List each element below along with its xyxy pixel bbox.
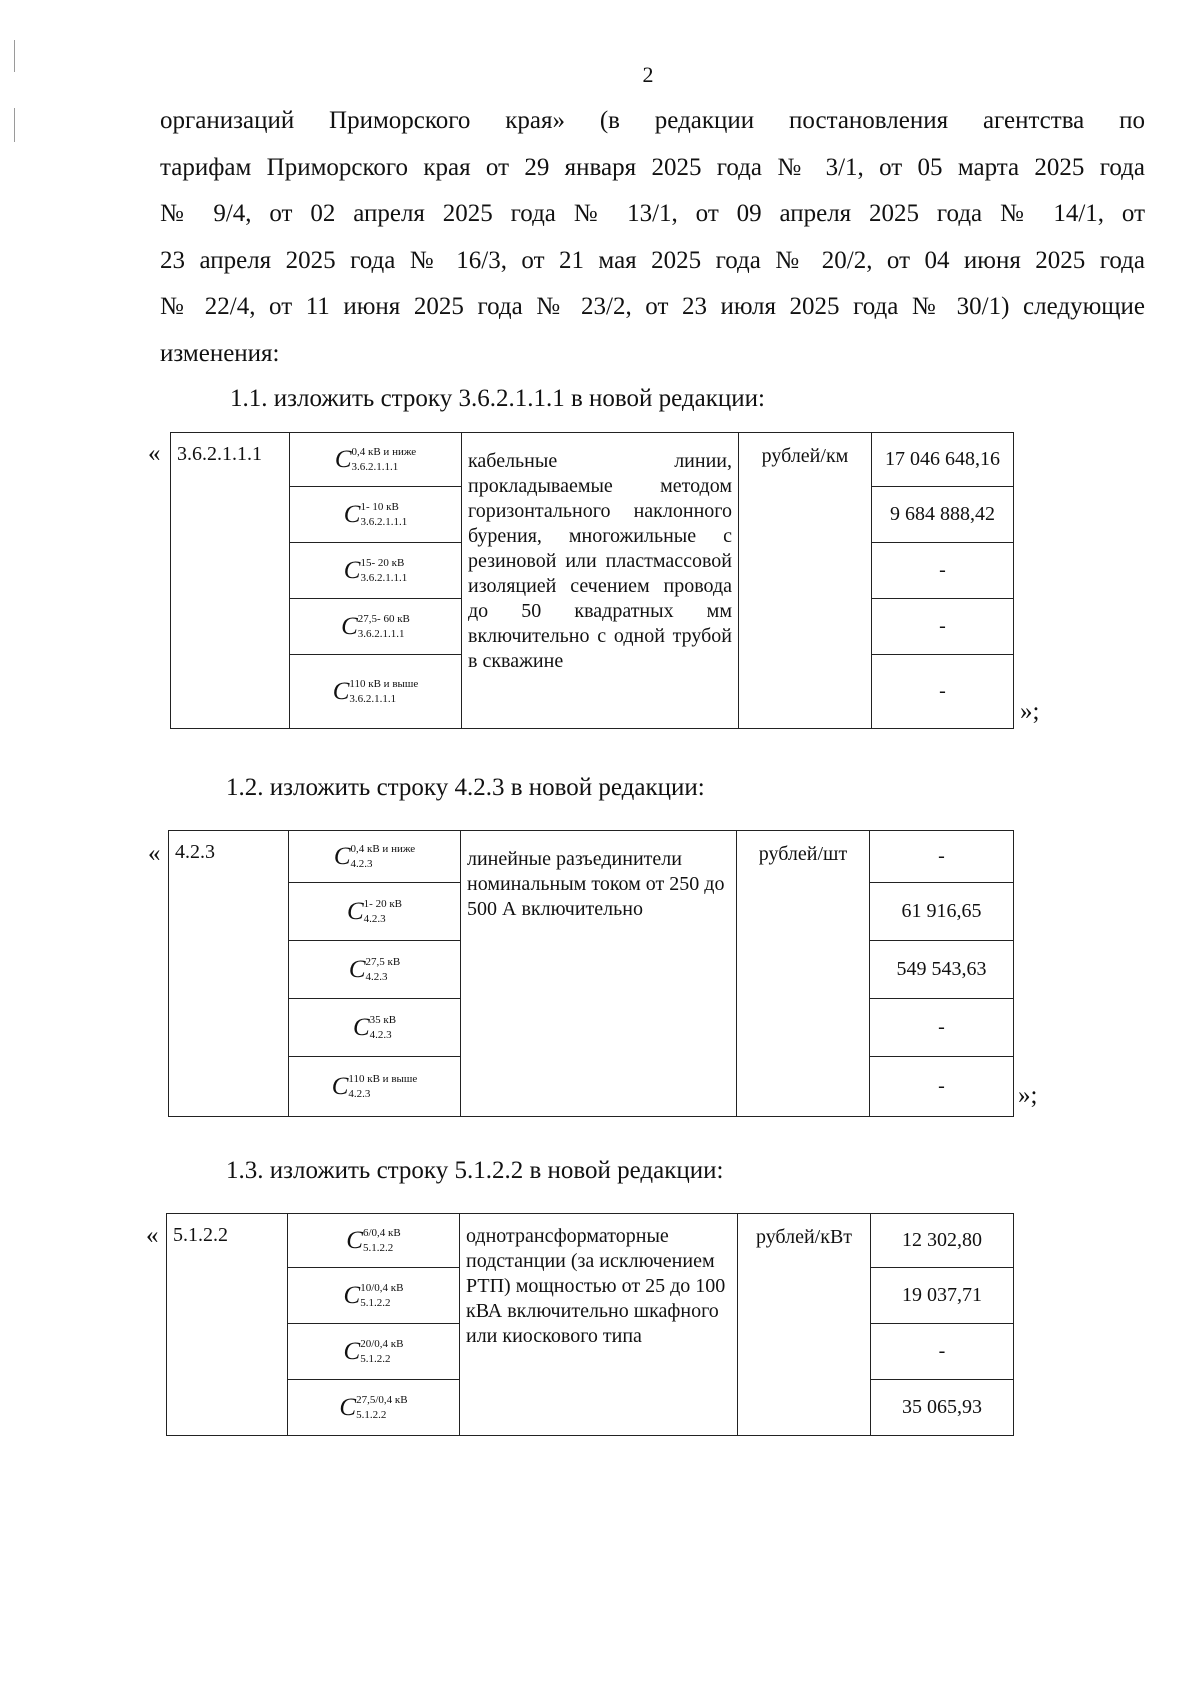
body-line: организаций Приморского края» (в редакции постановления агентства по: [160, 107, 1145, 134]
rate-symbol: C 35 кВ 4.2.3: [289, 999, 461, 1057]
body-line: 23 апреля 2025 года № 16/3, от 21 мая 2025 года № 20/2, от 04 июня 2025 года: [160, 246, 1145, 274]
tariff-table-5-1-2-2: [166, 1213, 1014, 1436]
rate-value: 549 543,63: [870, 941, 1014, 999]
rate-value: 9 684 888,42: [872, 487, 1014, 543]
body-line: № 9/4, от 02 апреля 2025 года № 13/1, от 09 апреля 2025 года № 14/1, от: [160, 200, 1145, 227]
rate-symbol: C 1- 20 кВ 4.2.3: [289, 883, 461, 941]
rate-symbol: C 110 кВ и выше 3.6.2.1.1.1: [290, 655, 462, 729]
row-description: однотрансформаторные подстанции (за исключением РТП) мощностью от 25 до 100 кВА включительно шкафного или киоскового типа: [460, 1214, 738, 1436]
rate-symbol: C 27,5/0,4 кВ 5.1.2.2: [288, 1380, 460, 1436]
rate-symbol: C 110 кВ и выше 4.2.3: [289, 1057, 461, 1117]
rate-symbol: C 15- 20 кВ 3.6.2.1.1.1: [290, 543, 462, 599]
rate-value: 19 037,71: [871, 1268, 1014, 1324]
section-heading: 1.3. изложить строку 5.1.2.2 в новой редакции:: [226, 1157, 724, 1184]
tariff-table-4-2-3: [168, 830, 1014, 1117]
rate-symbol: C 10/0,4 кВ 5.1.2.2: [288, 1268, 460, 1324]
rate-symbol: C 27,5- 60 кВ 3.6.2.1.1.1: [290, 599, 462, 655]
rate-value: -: [871, 1324, 1014, 1380]
open-quote: «: [148, 840, 161, 867]
rate-value: -: [870, 831, 1014, 883]
row-unit: рублей/км: [739, 433, 872, 729]
row-code: 5.1.2.2: [167, 1214, 288, 1436]
body-line: изменения:: [160, 339, 280, 367]
rate-value: -: [872, 599, 1014, 655]
rate-value: 12 302,80: [871, 1214, 1014, 1268]
rate-symbol: C 0,4 кВ и ниже 3.6.2.1.1.1: [290, 433, 462, 487]
row-description: линейные разъединители номинальным током от 250 до 500 А включительно: [461, 831, 737, 1117]
open-quote: «: [146, 1222, 159, 1249]
row-unit: рублей/шт: [737, 831, 870, 1117]
section-heading: 1.2. изложить строку 4.2.3 в новой редакции:: [226, 774, 705, 801]
rate-value: -: [872, 655, 1014, 729]
rate-symbol: C 20/0,4 кВ 5.1.2.2: [288, 1324, 460, 1380]
rate-symbol: C 1- 10 кВ 3.6.2.1.1.1: [290, 487, 462, 543]
rate-value: -: [872, 543, 1014, 599]
close-quote: »;: [1020, 698, 1040, 725]
rate-value: -: [870, 1057, 1014, 1117]
row-code: 4.2.3: [169, 831, 289, 1117]
section-heading: 1.1. изложить строку 3.6.2.1.1.1 в новой редакции:: [230, 385, 765, 412]
body-paragraph: [160, 98, 1145, 377]
rate-symbol: C 27,5 кВ 4.2.3: [289, 941, 461, 999]
body-line: № 22/4, от 11 июня 2025 года № 23/2, от 23 июля 2025 года № 30/1) следующие: [160, 293, 1145, 320]
rate-value: 17 046 648,16: [872, 433, 1014, 487]
open-quote: «: [148, 440, 161, 467]
row-code: 3.6.2.1.1.1: [171, 433, 290, 729]
close-quote: »;: [1018, 1082, 1038, 1109]
rate-value: 35 065,93: [871, 1380, 1014, 1436]
rate-symbol: C 6/0,4 кВ 5.1.2.2: [288, 1214, 460, 1268]
row-description: кабельные линии, прокладываемые методом горизонтального наклонного бурения, многожильные с резиновой или пластмассовой изоляцией сечением провода до 50 квадратных мм включительно с одной трубой в скважине: [462, 433, 739, 729]
rate-symbol: C 0,4 кВ и ниже 4.2.3: [289, 831, 461, 883]
row-unit: рублей/кВт: [738, 1214, 871, 1436]
rate-value: -: [870, 999, 1014, 1057]
scan-margin-mark: [14, 108, 15, 142]
tariff-table-3-6-2-1-1-1: [170, 432, 1014, 729]
page-number: 2: [642, 62, 654, 87]
rate-value: 61 916,65: [870, 883, 1014, 941]
body-line: тарифам Приморского края от 29 января 2025 года № 3/1, от 05 марта 2025 года: [160, 153, 1145, 181]
